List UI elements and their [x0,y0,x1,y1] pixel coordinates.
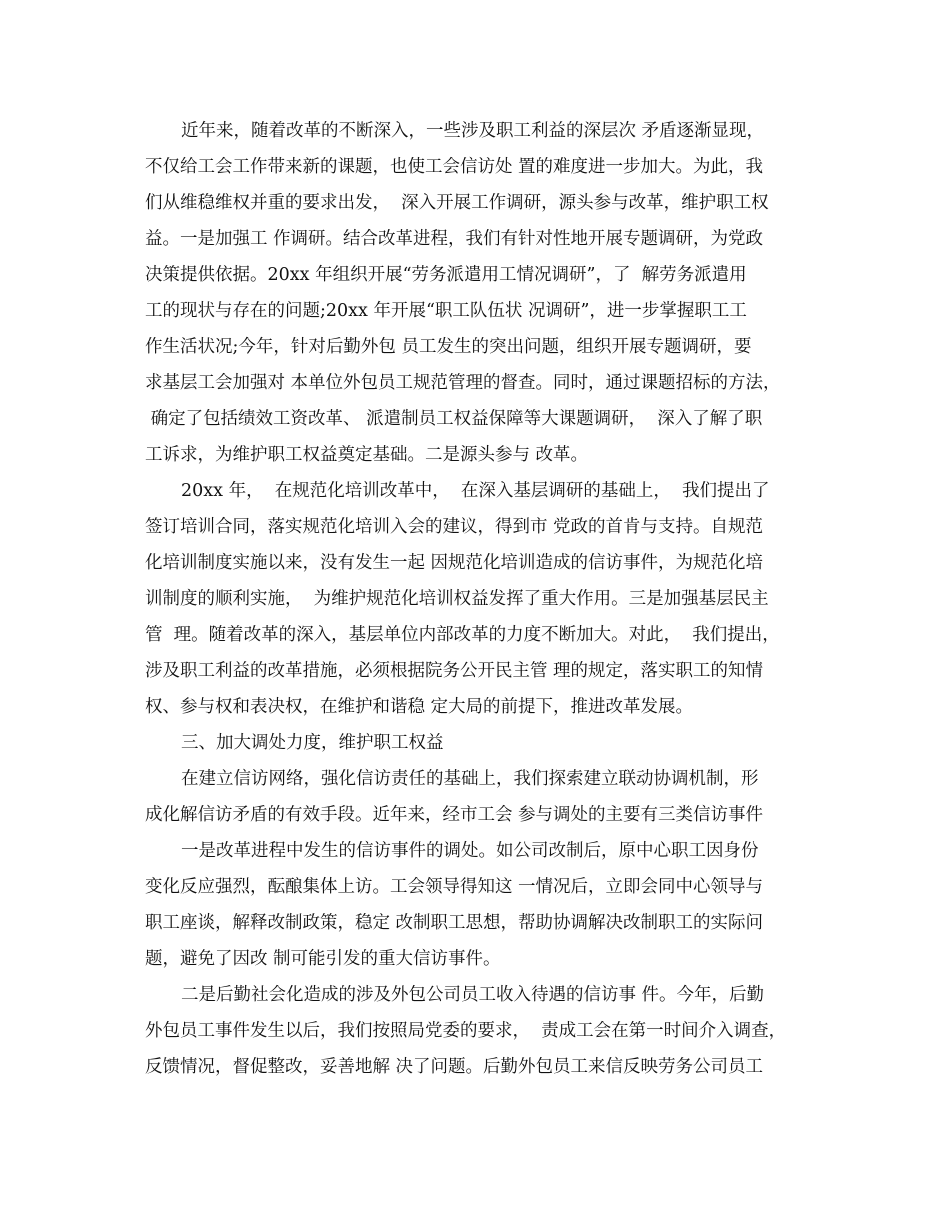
text-line: 工的现状与存在的问题;20xx 年开展“职工队伍状 况调研”，进一步掌握职工工 [145,301,747,321]
text-line: 管 理。随着改革的深入，基层单位内部改革的力度不断加大。对此， 我们提出， [145,625,780,645]
text-line: 作生活状况;今年，针对后勤外包 员工发生的突出问题，组织开展专题调研，要 [145,337,752,357]
text-line: 题，避免了因改 制可能引发的重大信访事件。 [145,949,501,969]
text-line: 一是改革进程中发生的信访事件的调处。如公司改制后，原中心职工因身份 [181,841,759,861]
text-line: 不仅给工会工作带来新的课题，也使工会信访处 置的难度进一步加大。为此，我 [145,157,764,177]
text-line: 训制度的顺利实施， 为维护规范化培训权益发挥了重大作用。三是加强基层民主 [145,589,769,609]
text-line: 签订培训合同，落实规范化培训入会的建议，得到市 党政的首肯与支持。自规范 [145,517,764,537]
text-line: 确定了包括绩效工资改革、 派遣制员工权益保障等大课题调研， 深入了解了职 [145,409,763,429]
text-line: 求基层工会加强对 本单位外包员工规范管理的督查。同时，通过课题招标的方法， [145,373,781,393]
text-line: 们从维稳维权并重的要求出发， 深入开展工作调研，源头参与改革，维护职工权 [145,193,769,213]
text-line: 职工座谈，解释改制政策，稳定 改制职工思想，帮助协调解决改制职工的实际问 [145,913,764,933]
text-line: 益。一是加强工 作调研。结合改革进程，我们有针对性地开展专题调研，为党政 [145,229,764,249]
text-line: 外包员工事件发生以后，我们按照局党委的要求， 责成工会在第一时间介入调查， [145,1021,787,1041]
text-line: 近年来，随着改革的不断深入，一些涉及职工利益的深层次 矛盾逐渐显现， [181,121,765,141]
text-line: 变化反应强烈，酝酿集体上访。工会领导得知这 一情况后，立即会同中心领导与 [145,877,764,897]
text-line: 在建立信访网络，强化信访责任的基础上，我们探索建立联动协调机制，形 [181,769,759,789]
text-line: 二是后勤社会化造成的涉及外包公司员工收入待遇的信访事 件。今年，后勤 [181,985,765,1005]
text-line: 反馈情况，督促整改，妥善地解 决了问题。后勤外包员工来信反映劳务公司员工 [145,1057,764,1077]
text-line: 权、参与权和表决权，在维护和谐稳 定大局的前提下，推进改革发展。 [145,697,694,717]
text-line: 20xx 年， 在规范化培训改革中， 在深入基层调研的基础上， 我们提出了 [181,481,770,501]
text-line: 决策提供依据。20xx 年组织开展“劳务派遣用工情况调研”，了 解劳务派遣用 [145,265,747,285]
text-line: 工诉求，为维护职工权益奠定基础。二是源头参与 改革。 [145,445,589,465]
text-line: 化培训制度实施以来，没有发生一起 因规范化培训造成的信访事件，为规范化培 [145,553,764,573]
section-heading: 三、加大调处力度，维护职工权益 [181,733,444,753]
text-line: 涉及职工利益的改革措施，必须根据院务公开民主管 理的规定，落实职工的知情 [145,661,764,681]
text-line: 成化解信访矛盾的有效手段。近年来，经市工会 参与调处的主要有三类信访事件 [145,805,764,825]
